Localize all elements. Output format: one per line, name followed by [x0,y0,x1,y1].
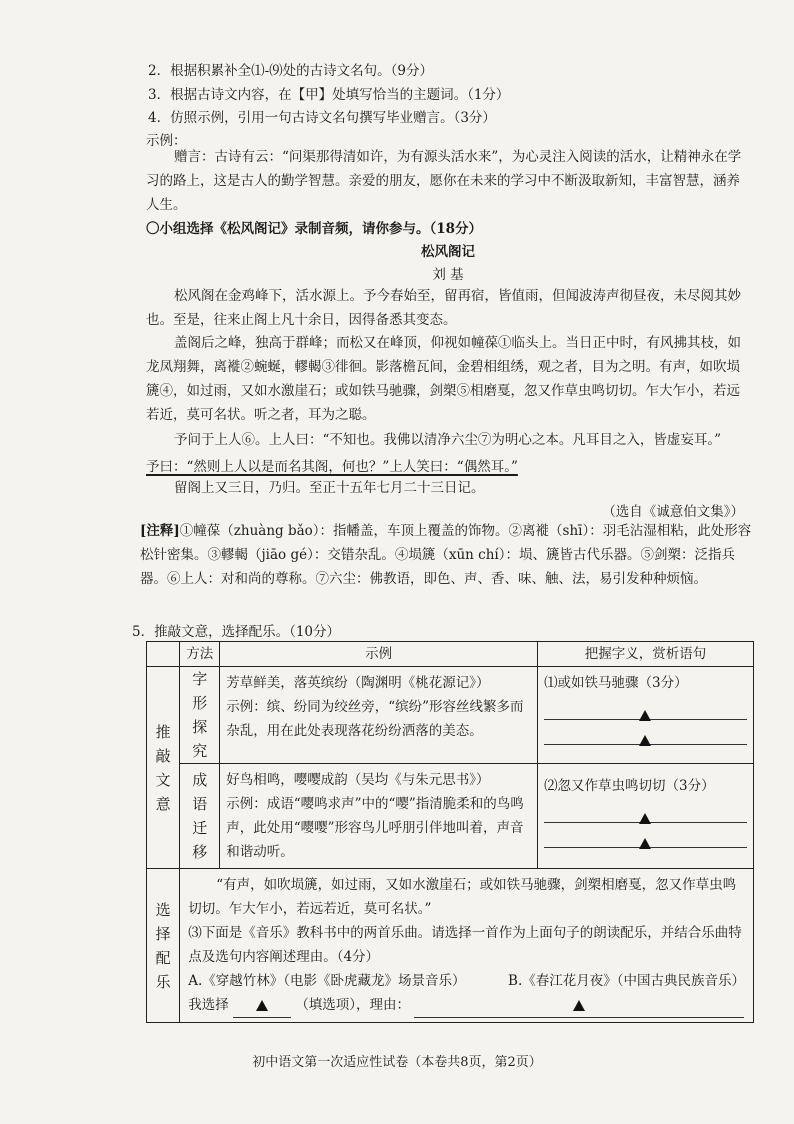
row2-question: ⑵忽又作草虫鸣切切（3分） [544,778,715,794]
notes-label: [注释] [140,523,180,539]
blank-marker-icon [639,735,651,746]
row1-method: 字形探究 [180,667,220,764]
row2-line: 好鸟相鸣，嘤嘤成韵（吴均《与朱元思书》） [226,772,490,788]
music-options [188,969,745,993]
group-task: 〇小组选择《松风阁记》录制音频，请你参与。（18分） [146,221,483,237]
blank-marker-icon [639,813,651,824]
header-analysis: 把握字义，赏析语句 [538,642,754,667]
row2-example-cell [220,764,538,869]
row1-line: 芳草鲜美，落英缤纷（陶渊明《桃花源记》） [226,675,490,691]
article-source: （选自《诚意伯文集》） [602,504,744,520]
reason-blank[interactable] [414,993,744,1018]
blank-marker-icon [639,710,651,721]
article-author: 刘 基 [432,267,464,283]
question-4: 4．仿照示例，引用一句古诗文名句撰写毕业赠言。（3分） [148,110,496,126]
row1-question: ⑴或如铁马驰骤（3分） [544,675,688,691]
blank-marker-icon [573,1000,585,1011]
row2-answer-cell [538,764,754,869]
row1-example: 示例：缤、纷同为绞丝旁，“缤纷”形容丝线繁多而杂乱，用在此处表现落花纷纷洒落的美态。 [226,699,524,739]
choice-prefix: 我选择 [188,997,229,1013]
header-example: 示例 [220,642,538,667]
table-corner [147,642,180,667]
choice-suffix: （填选项），理由： [295,997,411,1013]
music-quote: “有声，如吹埙篪，如过雨，又如水激崖石；或如铁马驰骤，剑槊相磨戛，忽又作草虫鸣切切。乍大乍小，若远若近，莫可名状。” [188,877,737,917]
question-3: 3．根据古诗文内容，在【甲】处填写恰当的主题词。（1分） [148,87,510,103]
row1-example-cell [220,667,538,764]
row2-example: 示例：成语“嘤鸣求声”中的“嘤”指清脆柔和的鸟鸣声，此处用“嘤嘤”形容鸟儿呼朋引伴地叫着，声音和谐动听。 [226,796,524,860]
blank-marker-icon [639,838,651,849]
row2-method: 成语迁移 [180,764,220,869]
row1-answer-cell [538,667,754,764]
option-a: A.《穿越竹林》（电影《卧虎藏龙》场景音乐） [188,973,466,989]
section-deliberate: 推敲文意 [147,667,180,869]
question-2: 2．根据积累补全⑴-⑼处的古诗文名句。（9分） [148,63,433,79]
header-method: 方法 [180,642,220,667]
notes [140,519,752,591]
answer-line[interactable] [544,802,747,823]
article-para-3b: 予曰：“然则上人以是而名其阁，何也？”上人笑曰：“偶然耳。” [146,459,518,475]
answer-line[interactable] [544,699,747,720]
article-para-4: 留阁上又三日，乃归。至正十五年七月二十三日记。 [174,480,485,496]
article-para-1: 松风阁在金鸡峰下，活水源上。予今春始至，留再宿，皆值雨，但闻波涛声彻昼夜，未尽阅其妙也。至是，往来止阁上凡十余日，因得备悉其变态。 [146,288,741,328]
blank-marker-icon [256,1000,268,1011]
example-label: 示例： [146,133,187,149]
article-para-3a: 予问于上人⑥。上人曰：“不知也。我佛以清净六尘⑦为明心之本。凡耳目之入，皆虚妄耳。” [174,432,722,448]
answer-line[interactable] [544,827,747,848]
choice-blank[interactable] [233,993,291,1018]
page-footer: 初中语文第一次适应性试卷（本卷共8页，第2页） [252,1055,542,1070]
question-5: 5．推敲文意，选择配乐。（10分） [132,624,341,640]
answer-line[interactable] [544,724,747,745]
notes-text: ①幢葆（zhuàng bǎo）：指幡盖，车顶上覆盖的饰物。②离褷（shī）：羽毛沾湿相粘，此处形容松针密集。③轇輵（jiāo gé）：交错杂乱。④埙篪（xūn chí）：埙、篪皆古代乐器。⑤剑槊：泛指兵器。⑥上人：对和尚的尊称。⑦六尘：佛教语，即色、声、香、味、触、法，易引发种种烦恼。 [140,523,752,587]
choice-line [188,993,745,1018]
article-para-2: 盖阁后之峰，独高于群峰；而松又在峰顶，仰视如幢葆①临头上。当日正中时，有风拂其枝，如龙凤翔舞，离褷②蜿蜒，轇輵③徘徊。影落檐瓦间，金碧相组绣，观之者，目为之明。有声，如吹埙篪④，如过雨，又如水激崖石；或如铁马驰骤，剑槊⑤相磨戛，忽又作草虫鸣切切。乍大乍小，若远若近，莫可名状。听之者，耳为之聪。 [146,335,741,423]
example-text: 赠言：古诗有云：“问渠那得清如许，为有源头活水来”，为心灵注入阅读的活水，让精神永在学习的路上，这是古人的勤学智慧。亲爱的朋友，愿你在未来的学习中不断汲取新知，丰富智慧，涵养人生。 [146,149,742,213]
music-cell [180,869,754,1023]
article-title: 松风阁记 [421,244,475,260]
option-b: B.《春江花月夜》（中国古典民族音乐） [508,973,745,989]
answer-table [146,641,754,1023]
music-question: ⑶下面是《音乐》教科书中的两首乐曲。请选择一首作为上面句子的朗读配乐，并结合乐曲特点及选句内容阐述理由。（4分） [188,925,742,965]
section-music: 选择配乐 [147,869,180,1023]
